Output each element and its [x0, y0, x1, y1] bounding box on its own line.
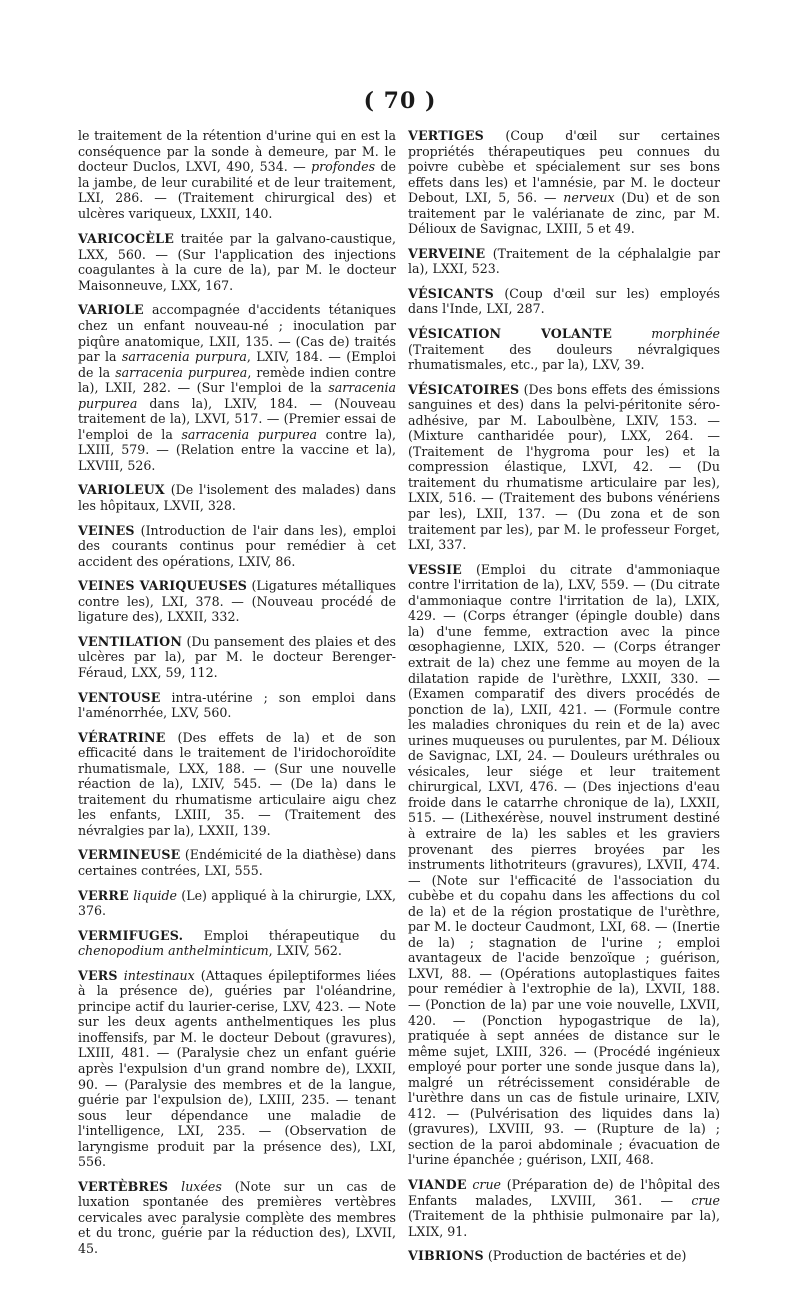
- entry-headword: VERTÈBRES: [78, 1178, 169, 1194]
- entry-text: (Des bons effets des émissions sanguines et des) dans la pelvi-péritonite séro-adhésive, par M. Laboulbène, LXIV, 153. — (Mixture cantharidée pour), LXX, 264. — (Traitement de l'hygroma pour les) et la compression élastique, LXVI, 42. — (Du traitement du rhumatisme articulaire par les), LXIX, 516. — (Traitement des bubons vénériens par les), LXII, 137. — (Du zona et de son traitement par les), par M. le professeur Forget, LXI, 337.: [408, 381, 720, 553]
- right-column: [408, 128, 720, 1273]
- index-entry: [408, 128, 720, 237]
- index-entry: [78, 302, 396, 473]
- index-entry: [408, 1248, 720, 1264]
- entry-text: (Endémicité de la diathèse) dans certaines contrées, LXI, 555.: [78, 847, 396, 878]
- index-entry: [78, 578, 396, 625]
- index-entry: [78, 847, 396, 878]
- index-entry: [78, 888, 396, 919]
- entry-headword: VEINES VARIQUEUSES: [78, 578, 248, 594]
- index-entry: [78, 523, 396, 570]
- index-entry: [78, 128, 396, 221]
- index-entry: [78, 928, 396, 959]
- index-entry: [408, 286, 720, 317]
- index-entry: [78, 968, 396, 1170]
- entry-text: (Des effets de la) et de son efficacité dans le traitement de l'iridochoroïdite rhumatismale, LXX, 188. — (Sur une nouvelle réaction de la), LXIV, 545. — (De la) dans le traitement du rhumatisme articulaire aigu chez les enfants, LXIII, 35. — (Traitement des névralgies par la), LXXII, 139.: [78, 729, 396, 838]
- entry-text: Emploi thérapeutique du chenopodium anthelminticum, LXIV, 562.: [78, 927, 396, 959]
- index-entry: [408, 382, 720, 553]
- entry-text: liquide (Le) appliqué à la chirurgie, LXX, 376.: [78, 887, 396, 919]
- entry-headword: VARIOLE: [78, 302, 144, 318]
- index-entry: [78, 690, 396, 721]
- entry-text: (Coup d'œil sur les) employés dans l'Inde, LXI, 287.: [408, 285, 720, 317]
- entry-headword: VEINES: [78, 522, 135, 538]
- index-entry: [408, 1177, 720, 1239]
- entry-text: accompagnée d'accidents tétaniques chez un enfant nouveau-né ; inoculation par piqûre anatomique, LXII, 135. — (Cas de) traités par la sarracenia purpura, LXIV, 184. — (Emploi de la sarracenia purpurea, remède indien contre la), LXII, 282. — (Sur l'emploi de la sarracenia purpurea dans la), LXIV, 184. — (Nouveau traitement de la), LXVI, 517. — (Premier essai de l'emploi de la sarracenia purpurea contre la), LXIII, 579. — (Relation entre la vaccine et la), LXVIII, 526.: [78, 302, 396, 473]
- entry-text: crue (Préparation de) de l'hôpital des Enfants malades, LXVIII, 361. — crue (Traitement de la phthisie pulmonaire par la), LXIX, 91.: [408, 1177, 720, 1239]
- entry-headword: VENTOUSE: [78, 689, 161, 705]
- index-entry: [78, 231, 396, 293]
- entry-headword: VERMINEUSE: [78, 847, 181, 863]
- index-entry: [408, 246, 720, 277]
- page-number: ( 70 ): [363, 88, 437, 114]
- entry-text: traitée par la galvano-caustique, LXX, 560. — (Sur l'application des injections coagulantes à la cure de la), par M. le docteur Maisonneuve, LXX, 167.: [78, 231, 396, 293]
- entry-text: (Ligatures métalliques contre les), LXI, 378. — (Nouveau procédé de ligature des), LXXII, 332.: [78, 578, 396, 625]
- entry-text: (Introduction de l'air dans les), emploi des courants continus pour remédier à cet accident des opérations, LXIV, 86.: [78, 522, 396, 569]
- entry-headword: VERTIGES: [408, 128, 484, 143]
- index-entry: [78, 482, 396, 513]
- entry-text: morphinée (Traitement des douleurs névralgiques rhumatismales, etc., par la), LXV, 39.: [408, 326, 720, 373]
- entry-text: (Coup d'œil sur certaines propriétés thérapeutiques peu connues du poivre cubèbe et spécialement sur ses bons effets dans les) et l'amnésie, par M. le docteur Debout, LXI, 5, 56. — nerveux (Du) et de son traitement par le valérianate de zinc, par M. Délioux de Savignac, LXIII, 5 et 49.: [408, 128, 720, 237]
- entry-text: (Du pansement des plaies et des ulcères par la), par M. le docteur Berenger-Féraud, LXX, 59, 112.: [78, 633, 396, 680]
- entry-text: luxées (Note sur un cas de luxation spontanée des premières vertèbres cervicales avec paralysie complète des membres et du tronc, guérie par la réduction des), LXVII, 45.: [78, 1178, 396, 1256]
- index-entry: [408, 562, 720, 1168]
- entry-text: (De l'isolement des malades) dans les hôpitaux, LXVII, 328.: [78, 482, 396, 514]
- entry-headword: VÉSICANTS: [408, 285, 494, 301]
- entry-headword: VERMIFUGES.: [78, 927, 184, 943]
- index-entry: [78, 730, 396, 839]
- entry-text: (Production de bactéries et de): [483, 1248, 687, 1264]
- index-entry: [408, 326, 720, 373]
- entry-text: le traitement de la rétention d'urine qui en est la conséquence par la sonde à demeure, par M. le docteur Duclos, LXVI, 490, 534. — profondes de la jambe, de leur curabilité et de leur traitement, LXI, 286. — (Traitement chirurgical des) et ulcères variqueux, LXXII, 140.: [78, 128, 396, 221]
- entry-headword: VERVEINE: [408, 245, 486, 261]
- entry-text: (Emploi du citrate d'ammoniaque contre l'irritation de la), LXV, 559. — (Du citrate d'ammoniaque contre l'irritation de la), LXIX, 429. — (Corps étranger (épingle double) dans la) d'une femme, extraction avec la pince œsophagienne, LXIX, 520. — (Corps étranger extrait de la) chez une femme au moyen de la dilatation rapide de l'urèthre, LXXII, 330. — (Examen comparatif des divers procédés de ponction de la), LXII, 421. — (Formule contre les maladies chroniques du rein et de la) avec urines muqueuses ou purulentes, par M. Délioux de Savignac, LXI, 24. — Douleurs uréthrales ou vésicales, leur siége et leur traitement chirurgical, LXVI, 476. — (Des injections d'eau froide dans le catarrhe chronique de la), LXXII, 515. — (Lithexérèse, nouvel instrument destiné à extraire de la) les sables et les graviers provenant des pierres broyées par les instruments lithotriteurs (gravures), LXVII, 474. — (Note sur l'efficacité de l'association du cubèbe et du copahu dans les affections du col de la) et de la région prostatique de l'urèthre, par M. le docteur Caudmont, LXI, 68. — (Inertie de la) ; stagnation de l'urine ; emploi avantageux de l'acide benzoïque ; guérison, LXVI, 88. — (Opérations autoplastiques faites pour remédier à l'extrophie de la), LXVII, 188. — (Ponction de la) par une voie nouvelle, LXVII, 420. — (Ponction hypogastrique de la), pratiquée à sept années de distance sur le même sujet, LXIII, 326. — (Procédé ingénieux employé pour porter une sonde jusque dans la), malgré un rétrécissement considérable de l'urèthre dans un cas de fistule urinaire, LXIV, 412. — (Pulvérisation des liquides dans la) (gravures), LXVIII, 93. — (Rupture de la) ; section de la paroi abdominale ; évacuation de l'urine épanchée ; guérison, LXII, 468.: [408, 561, 720, 1168]
- entry-headword: VARIOLEUX: [78, 482, 165, 498]
- entry-headword: VIANDE: [408, 1177, 467, 1192]
- entry-headword: VARICOCÈLE: [78, 231, 174, 247]
- entry-text: (Traitement de la céphalalgie par la), LXXI, 523.: [408, 245, 720, 277]
- entry-text: intestinaux (Attaques épileptiformes liées à la présence de), guéries par l'oléandrine, principe actif du laurier-cerise, LXV, 423. — Note sur les deux agents anthelmentiques les plus inoffensifs, par M. le docteur Debout (gravures), LXIII, 481. — (Paralysie chez un enfant guérie après l'expulsion d'un grand nombre de), LXXII, 90. — (Paralysie des membres et de la langue, guérie par l'expulsion de), LXIII, 235. — tenant sous leur dépendance une maladie de l'intelligence, LXI, 235. — (Observation de laryngisme produit par la présence des), LXI, 556.: [78, 967, 396, 1170]
- entry-text: intra-utérine ; son emploi dans l'aménorrhée, LXV, 560.: [78, 689, 396, 721]
- index-entry: [78, 634, 396, 681]
- index-entry: [78, 1179, 396, 1257]
- entry-headword: VERS: [78, 967, 118, 983]
- entry-headword: VÉRATRINE: [78, 729, 166, 745]
- left-column: [78, 128, 396, 1266]
- entry-headword: VÉSICATOIRES: [408, 381, 520, 397]
- entry-headword: VENTILATION: [78, 633, 183, 649]
- entry-headword: VÉSICATION VOLANTE: [408, 326, 613, 342]
- entry-headword: VIBRIONS: [408, 1248, 484, 1264]
- entry-headword: VESSIE: [408, 561, 462, 577]
- entry-headword: VERRE: [78, 887, 129, 903]
